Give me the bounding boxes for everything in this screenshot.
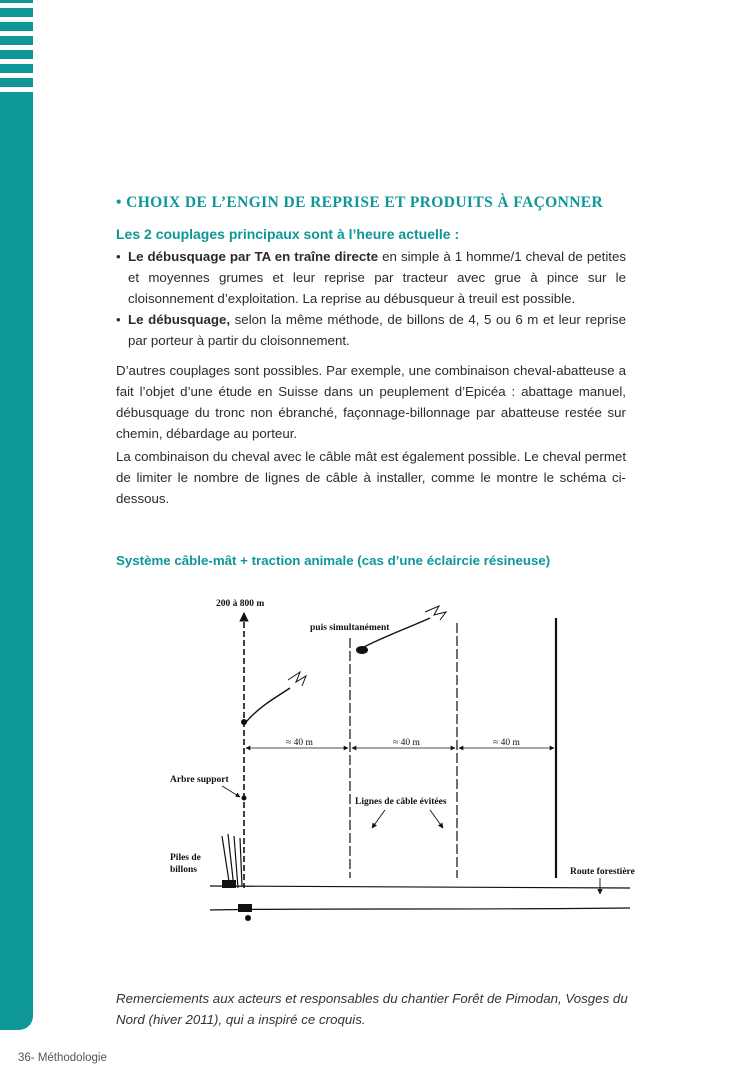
then-label: puis simultanément — [310, 623, 390, 633]
bullet-item — [116, 309, 626, 351]
support-tree-label: Arbre support — [170, 775, 229, 785]
road-label: Route forestière — [570, 867, 635, 877]
bullet-bold: Le débusquage, — [128, 312, 231, 327]
bullet-item — [116, 246, 626, 309]
road-bottom — [210, 908, 630, 910]
figure-title: Système câble-mât + traction animale (cas d’une éclaircie résineuse) — [116, 553, 551, 568]
bullet-bold: Le débusquage par TA en traîne directe — [128, 249, 379, 264]
avoided-lines-label: Lignes de câble évitées — [355, 797, 447, 807]
length-label: 200 à 800 m — [216, 599, 265, 609]
piles-label-1: Piles de — [170, 853, 201, 863]
piles-label-2: billons — [170, 865, 197, 875]
road-top — [210, 886, 630, 888]
spacing-label-3: ≈ 40 m — [493, 738, 520, 748]
subheading: Les 2 couplages principaux sont à l’heure actuelle : — [116, 226, 460, 242]
credit-note: Remerciements aux acteurs et responsables du chantier Forêt de Pimodan, Vosges du Nord (hiver 2011), qui a inspiré ce croquis. — [116, 991, 628, 1027]
spacing-label-2: ≈ 40 m — [393, 738, 420, 748]
log-branches — [288, 672, 306, 686]
section-heading: • CHOIX DE L’ENGIN DE REPRISE ET PRODUITS À FAÇONNER — [116, 194, 604, 211]
cable-mast-diagram — [150, 588, 650, 928]
bullet-text: en simple à 1 homme/1 cheval de petites et moyennes grumes et leur reprise par tracteur avec grue à pince sur le cloisonnement d’exploitation. La reprise au débusqueur à treuil est possible. — [128, 249, 627, 306]
paragraph-2: La combinaison du cheval avec le câble mât est également possible. Le cheval permet de limiter le nombre de lignes de câble à installer, comme le montre le schéma ci-dessous. — [116, 449, 627, 506]
paragraph-1: D’autres couplages sont possibles. Par exemple, une combinaison cheval-abatteuse a fait l’objet d’une étude en Suisse dans un peuplement d’Epicéa : abattage manuel, débusquage du tronc non ébranché, façonnage-billonnage par abatteuse restée sur chemin, débardage au porteur. — [116, 363, 626, 441]
log-drag — [246, 688, 290, 722]
spacing-label-1: ≈ 40 m — [286, 738, 313, 748]
side-band — [0, 0, 33, 1030]
log-piles — [222, 834, 242, 888]
bullet-list — [116, 246, 626, 351]
page-footer: 36- Méthodologie — [18, 1052, 107, 1064]
bullet-text: selon la même méthode, de billons de 4, 5 ou 6 m et leur reprise par porteur à partir du cloisonnement. — [128, 312, 626, 348]
